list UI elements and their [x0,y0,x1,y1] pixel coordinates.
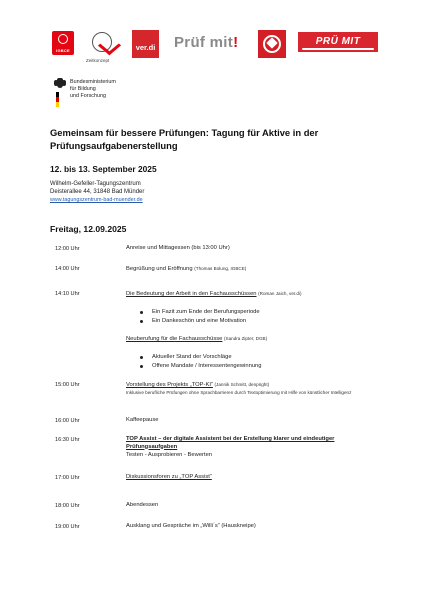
pruef-mit-logo [174,34,238,51]
agenda-time: 19:00 Uhr [55,524,80,530]
agenda-time: 12:00 Uhr [55,246,80,252]
pruef-mit-exclamation: ! [233,34,239,51]
venue-address [50,180,144,196]
agenda-time: 18:00 Uhr [55,503,80,509]
agenda-item-title: Ausklang und Gespräche im „Willi´s“ (Hauskneipe) [126,523,256,529]
venue-website-link[interactable]: www.tagungszentrum-bad-muender.de [50,197,143,203]
pruef-check-logo [88,30,116,56]
pruemit-logo-text: PRÜ MIT [315,36,361,47]
agenda-speaker: (Sandra Zipter, DGB) [223,336,268,341]
agenda-time: 16:00 Uhr [55,418,80,424]
venue-name: Wilhelm-Gefeller-Tagungszentrum [50,181,141,187]
agenda-time: 16:30 Uhr [55,437,80,443]
federal-eagle-icon [54,77,66,90]
agenda-time: 14:00 Uhr [55,266,80,272]
pruef-mit-logo-text: Prüf mit [174,34,234,51]
agenda-item-title: Begrüßung und Eröffnung [126,266,193,272]
igbce-logo-text: IGBCE [56,48,70,53]
ministry-name-line: und Forschung [70,93,106,99]
agenda-item-title: TOP Assist – der digitale Assistent bei der Erstellung klarer und eindeutiger Prüfungsaufgaben [126,436,335,450]
agenda-item-title: Die Bedeutung der Arbeit in den Fachausschüssen [126,291,257,297]
agenda-item [126,290,386,299]
agenda-item [126,265,386,274]
verdi-logo-text: ver.di [135,43,156,52]
agenda-speaker: (Thomas Bolung, IGBCE) [194,266,247,271]
ministry-name [70,79,116,100]
agenda-item-title: Kaffeepause [126,417,159,423]
agenda-item-title: Diskussionsforen zu „TOP Assist“ [126,474,212,480]
agenda-description: Inklusive berufliche Prüfungen ohne Sprachbarrieren durch Textoptimierung mit Hilfe von künstlicher Intelligenz [126,390,352,395]
agenda-time: 14:10 Uhr [55,291,80,297]
agenda-speaker: (Jannik Schmitt, denpright) [214,382,270,387]
agenda-bullet-list [140,353,261,371]
agenda-item-title: Abendessen [126,502,159,508]
igbce-logo [52,31,74,55]
list-item: Offene Mandate / Interessentengewinnung [140,362,261,371]
list-item: Ein Fazit zum Ende der Berufungsperiode [140,308,260,317]
verdi-logo [132,30,159,58]
agenda-item-title: Anreise und Mittagessen (bis 13:00 Uhr) [126,245,230,251]
igbce-ring-icon [58,34,68,44]
swoosh-icon [302,48,374,50]
pruemit-logo [298,32,378,52]
ministry-name-line: für Bildung [70,86,96,92]
agenda-item [126,381,386,390]
ministry-name-line: Bundesministerium [70,79,116,85]
ig-metall-logo [258,30,286,58]
agenda-item [126,436,371,451]
venue-street: Deisterallee 44, 31848 Bad Münder [50,189,145,195]
list-item: Ein Dankeschön und eine Motivation [140,317,260,326]
agenda-description: Testen - Ausprobieren - Bewerten [126,452,213,458]
agenda-item [126,335,386,344]
day-heading: Freitag, 12.09.2025 [50,224,127,234]
agenda-item-title: Neuberufung für die Fachausschüsse [126,336,223,342]
partner-logo-row [50,30,380,64]
agenda-bullet-list [140,308,260,326]
agenda-speaker: (Roman Jaich, ver.di) [258,291,302,296]
german-flag-icon [56,92,59,107]
event-date: 12. bis 13. September 2025 [50,164,157,174]
pruef-logo-caption: Zeitkonzept [86,58,110,63]
event-title: Gemeinsam für bessere Prüfungen: Tagung für Aktive in der Prüfungsaufgabenerstellung [50,127,319,151]
agenda-item [126,474,386,482]
agenda-time: 15:00 Uhr [55,382,80,388]
agenda-time: 17:00 Uhr [55,475,80,481]
ministry-logo [52,77,202,107]
list-item: Aktueller Stand der Vorschläge [140,353,261,362]
agenda-item-title: Vorstellung des Projekts „TOP-KI“ [126,382,213,388]
